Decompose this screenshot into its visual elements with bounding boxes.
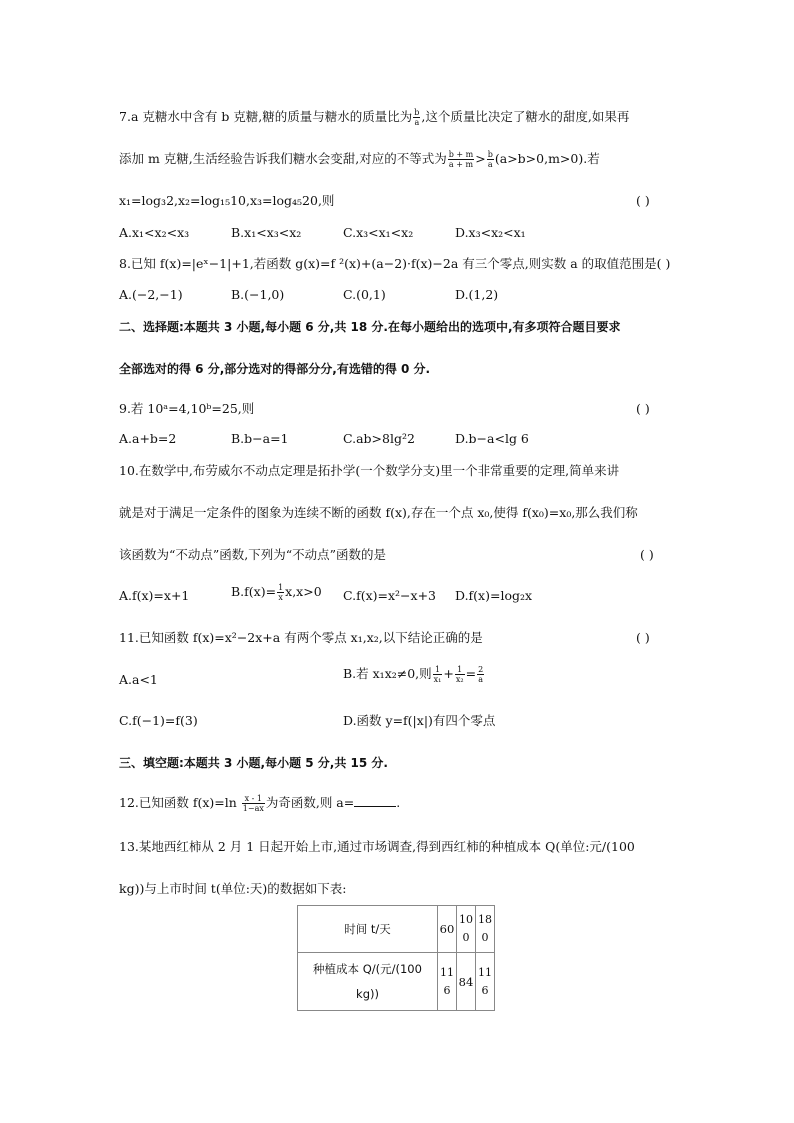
table-cell: 11 6 xyxy=(476,953,495,1011)
q12-fraction: $\frac{x - 1}{1-ax}$ xyxy=(242,794,264,813)
q9-option-c: C.ab>8lg²2 xyxy=(343,431,415,446)
q7-number: 7. xyxy=(119,109,131,124)
q11-answer-paren: ( ) xyxy=(636,630,650,645)
q9-answer-paren: ( ) xyxy=(636,401,650,416)
section2-heading: 二、选择题:本题共 3 小题,每小题 6 分,共 18 分.在每小题给出的选项中,有多项符合题目要求 xyxy=(119,320,621,334)
q13-line2: kg))与上市时间 t(单位:天)的数据如下表: xyxy=(119,881,347,896)
q7-fraction-bm-over-am: $\frac{b + m}{a + m}$ xyxy=(448,150,474,169)
q11-fraction-1-over-x2: $\frac{1}{\text{x₂}}$ xyxy=(455,665,464,684)
q10-line2: 就是对于满足一定条件的图象为连续不断的函数 f(x),存在一个点 x₀,使得 f(x₀)=x₀,那么我们称 xyxy=(119,505,638,520)
q10-option-d: D.f(x)=log₂x xyxy=(455,588,533,603)
q9-option-a: A.a+b=2 xyxy=(119,431,177,446)
q11-option-b: B.若 x₁x₂≠0,则 $\frac{1}{\text{x₁}}$ + $\frac{1}{\text{x₂}}$ = $\frac{2}{a}$ xyxy=(343,665,484,684)
q7-text-3: 添加 m 克糖,生活经验告诉我们糖水会变甜,对应的不等式为 xyxy=(119,151,447,166)
table-cell: 11 6 xyxy=(438,953,457,1011)
q8-option-b: B.(−1,0) xyxy=(231,287,285,302)
q9-option-d: D.b−a<lg 6 xyxy=(455,431,529,446)
q10-fraction-1-over-x: $\frac{1}{x}$ xyxy=(278,583,284,602)
q7-line2: 添加 m 克糖,生活经验告诉我们糖水会变甜,对应的不等式为 $\frac{b + m}{a + m}$ > $\frac{b}{a}$ (a>b>0,m>0).若 xyxy=(119,150,600,169)
table-row xyxy=(298,953,495,1011)
q7-option-b: B.x₁<x₃<x₂ xyxy=(231,225,302,240)
q10-line1: 10.在数学中,布劳威尔不动点定理是拓扑学(一个数学分支)里一个非常重要的定理,简单来讲 xyxy=(119,463,620,478)
table-row xyxy=(298,906,495,953)
table-cell: 10 0 xyxy=(457,906,476,953)
table-cell: 60 xyxy=(438,906,457,953)
q9-text: 9.若 10ᵃ=4,10ᵇ=25,则 xyxy=(119,401,255,416)
q11-fraction-2-over-a: $\frac{2}{a}$ xyxy=(478,665,484,684)
section3-heading: 三、填空题:本题共 3 小题,每小题 5 分,共 15 分. xyxy=(119,756,388,770)
q11-fraction-1-over-x1: $\frac{1}{\text{x₁}}$ xyxy=(433,665,442,684)
q10-option-c: C.f(x)=x²−x+3 xyxy=(343,588,437,603)
q7-text-2: ,这个质量比决定了糖水的甜度,如果再 xyxy=(421,109,630,124)
table-header-cost: 种植成本 Q/(元/(100 kg)) xyxy=(298,953,438,1011)
q12-answer-blank xyxy=(354,796,396,807)
q7-option-a: A.x₁<x₂<x₃ xyxy=(119,225,190,240)
q10-line3: 该函数为“不动点”函数,下列为“不动点”函数的是 xyxy=(119,547,387,562)
q8-option-d: D.(1,2) xyxy=(455,287,499,302)
table-header-time: 时间 t/天 xyxy=(298,906,438,953)
section2-heading-cont: 全部选对的得 6 分,部分选对的得部分分,有选错的得 0 分. xyxy=(119,362,431,376)
q13-line1: 13.某地西红柿从 2 月 1 日起开始上市,通过市场调查,得到西红柿的种植成本 Q(单位:元/(100 xyxy=(119,839,635,854)
q13-data-table xyxy=(297,905,495,1011)
q7-option-d: D.x₃<x₂<x₁ xyxy=(455,225,526,240)
q7-line1 xyxy=(119,108,629,127)
q7-line3: x₁=log₃2,x₂=log₁₅10,x₃=log₄₅20,则 xyxy=(119,193,335,208)
q11-option-d: D.函数 y=f(|x|)有四个零点 xyxy=(343,713,496,728)
q10-option-b: B.f(x)= $\frac{1}{x}$ x,x>0 xyxy=(231,583,322,602)
q8-text: 8.已知 f(x)=|eˣ−1|+1,若函数 g(x)=f ²(x)+(a−2)·f(x)−2a 有三个零点,则实数 a 的取值范围是( ) xyxy=(119,256,671,271)
q11-option-c: C.f(−1)=f(3) xyxy=(119,713,198,728)
q12-text: 12.已知函数 f(x)=ln $\frac{x - 1}{1-ax}$ 为奇函数,则 a= . xyxy=(119,794,401,813)
q7-option-c: C.x₃<x₁<x₂ xyxy=(343,225,414,240)
table-cell: 18 0 xyxy=(476,906,495,953)
table-cell: 84 xyxy=(457,953,476,1011)
q10-option-a: A.f(x)=x+1 xyxy=(119,588,190,603)
q11-option-a: A.a<1 xyxy=(119,672,158,687)
q7-text-1: a 克糖水中含有 b 克糖,糖的质量与糖水的质量比为 xyxy=(130,109,413,124)
q8-option-a: A.(−2,−1) xyxy=(119,287,183,302)
q11-text: 11.已知函数 f(x)=x²−2x+a 有两个零点 x₁,x₂,以下结论正确的是 xyxy=(119,630,483,645)
q7-fraction-b-over-a-2: $\frac{b}{a}$ xyxy=(487,150,493,169)
q8-option-c: C.(0,1) xyxy=(343,287,386,302)
q7-text-4: (a>b>0,m>0).若 xyxy=(494,151,600,166)
q10-answer-paren: ( ) xyxy=(640,547,654,562)
q9-option-b: B.b−a=1 xyxy=(231,431,289,446)
q7-fraction-b-over-a: $\frac{b}{a}$ xyxy=(414,108,420,127)
q7-answer-paren: ( ) xyxy=(636,193,650,208)
